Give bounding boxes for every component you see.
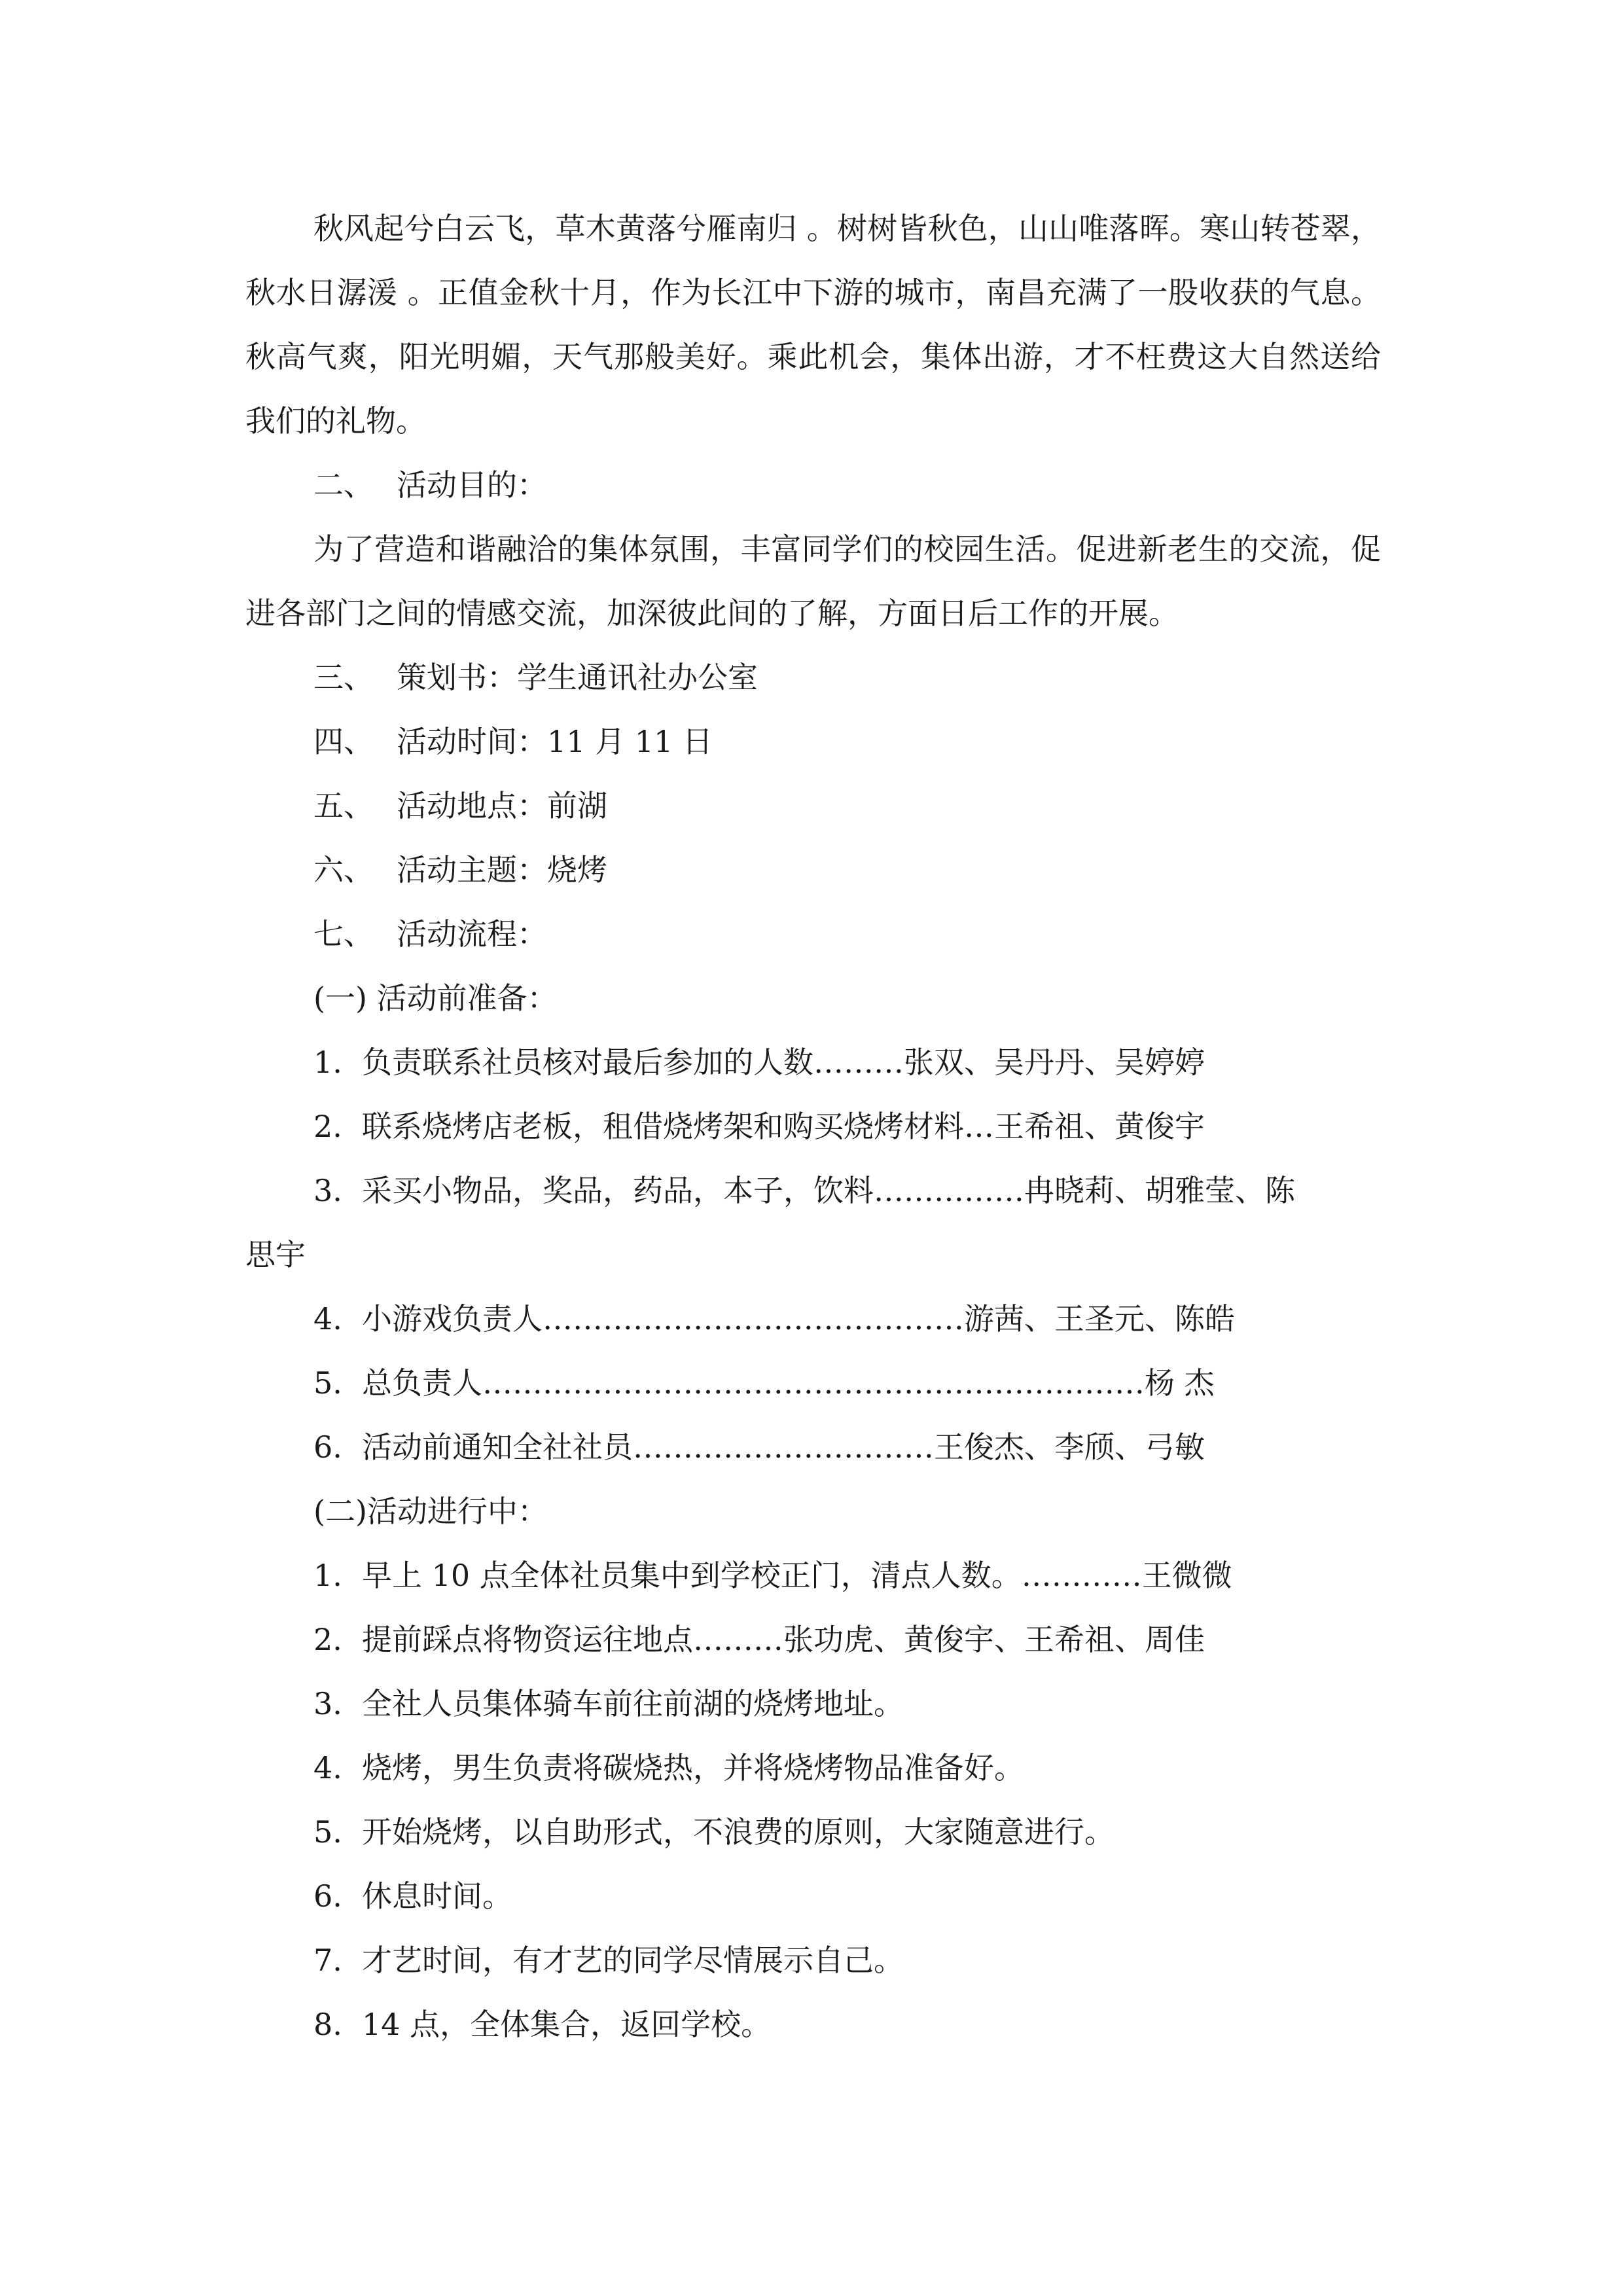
list-item-text: 负责联系社员核对最后参加的人数………张双、吴丹丹、吴婷婷 (362, 1045, 1205, 1080)
list-item-text: 活动前通知全社社员…………………………王俊杰、李颀、弓敏 (362, 1429, 1205, 1465)
section-process (245, 902, 1381, 966)
list-item-number: 5. (313, 1365, 342, 1401)
list-item-text: 才艺时间，有才艺的同学尽情展示自己。 (362, 1943, 904, 1978)
list-item (245, 1030, 1381, 1094)
list-item (245, 1736, 1381, 1800)
list-item-text: 全社人员集体骑车前往前湖的烧烤地址。 (362, 1686, 904, 1721)
list-item-number: 3. (313, 1173, 342, 1208)
list-item (245, 1543, 1381, 1607)
list-item (245, 1158, 1381, 1223)
list-item (245, 1992, 1381, 2056)
list-item-number: 2. (313, 1109, 342, 1144)
section-number: 二、 (313, 467, 374, 503)
section-number: 四、 (313, 724, 374, 759)
list-item-text: 小游戏负责人……………………………………游茜、王圣元、陈皓 (362, 1301, 1235, 1336)
list-item (245, 1351, 1381, 1415)
list-item (245, 1607, 1381, 1672)
list-item-number: 6. (313, 1878, 342, 1914)
section-title: 活动流程： (397, 916, 547, 952)
section-theme (245, 838, 1381, 902)
list-item-number: 4. (313, 1750, 342, 1785)
list-item-text: 开始烧烤，以自助形式，不浪费的原则，大家随意进行。 (362, 1814, 1115, 1850)
intro-paragraph: 秋风起兮白云飞，草木黄落兮雁南归 。树树皆秋色，山山唯落晖。寒山转苍翠，秋水日潺湲 。正值金秋十月，作为长江中下游的城市，南昌充满了一股收获的气息。秋高气爽，阳光明媚，天气那般美好。乘此机会，集体出游，才不枉费这大自然送给我们的礼物。 (245, 211, 1381, 439)
list-item-continuation (245, 1223, 1381, 1287)
list-item (245, 1672, 1381, 1736)
during-activity-heading: (二)活动进行中： (313, 1494, 548, 1529)
list-item-number: 8. (313, 2007, 342, 2042)
list-item-number: 3. (313, 1686, 342, 1721)
list-item-text: 思宇 (245, 1237, 306, 1272)
list-item-text: 提前踩点将物资运往地点………张功虎、黄俊宇、王希祖、周佳 (362, 1622, 1205, 1657)
section-title: 策划书：学生通讯社办公室 (397, 660, 758, 695)
section-title: 活动地点：前湖 (397, 788, 607, 823)
list-item-text: 14 点，全体集合，返回学校。 (362, 2007, 772, 2042)
list-item (245, 1928, 1381, 1992)
list-item-text: 休息时间。 (362, 1878, 512, 1914)
list-item-number: 1. (313, 1045, 342, 1080)
list-item-text: 联系烧烤店老板，租借烧烤架和购买烧烤材料…王希祖、黄俊宇 (362, 1109, 1205, 1144)
purpose-paragraph: 为了营造和谐融洽的集体氛围，丰富同学们的校园生活。促进新老生的交流，促进各部门之间的情感交流，加深彼此间的了解，方面日后工作的开展。 (245, 531, 1381, 631)
section-number: 三、 (313, 660, 374, 695)
section-title: 活动主题：烧烤 (397, 852, 607, 888)
list-item-number: 1. (313, 1558, 342, 1593)
section-planner (245, 645, 1381, 709)
section-number: 七、 (313, 916, 374, 952)
list-item (245, 1287, 1381, 1351)
section-number: 五、 (313, 788, 374, 823)
list-item-number: 6. (313, 1429, 342, 1465)
list-item-text: 总负责人…………………………………………………………杨 杰 (362, 1365, 1215, 1401)
list-item-number: 2. (313, 1622, 342, 1657)
list-item (245, 1415, 1381, 1479)
list-item-number: 4. (313, 1301, 342, 1336)
section-time (245, 709, 1381, 774)
section-title: 活动目的： (397, 467, 547, 503)
section-location (245, 774, 1381, 838)
section-title: 活动时间：11 月 11 日 (397, 724, 713, 759)
list-item-text: 早上 10 点全体社员集中到学校正门，清点人数。…………王微微 (362, 1558, 1232, 1593)
list-item-number: 5. (313, 1814, 342, 1850)
pre-activity-heading: (一) 活动前准备： (313, 980, 558, 1016)
list-item-text: 烧烤，男生负责将碳烧热，并将烧烤物品准备好。 (362, 1750, 1024, 1785)
list-item-number: 7. (313, 1943, 342, 1978)
list-item (245, 1800, 1381, 1864)
list-item (245, 1094, 1381, 1158)
list-item (245, 1864, 1381, 1928)
section-purpose-heading (245, 453, 1381, 517)
document-body (245, 196, 1381, 2056)
section-number: 六、 (313, 852, 374, 888)
list-item-text: 采买小物品，奖品，药品，本子，饮料……………冉晓莉、胡雅莹、陈 (362, 1173, 1295, 1208)
